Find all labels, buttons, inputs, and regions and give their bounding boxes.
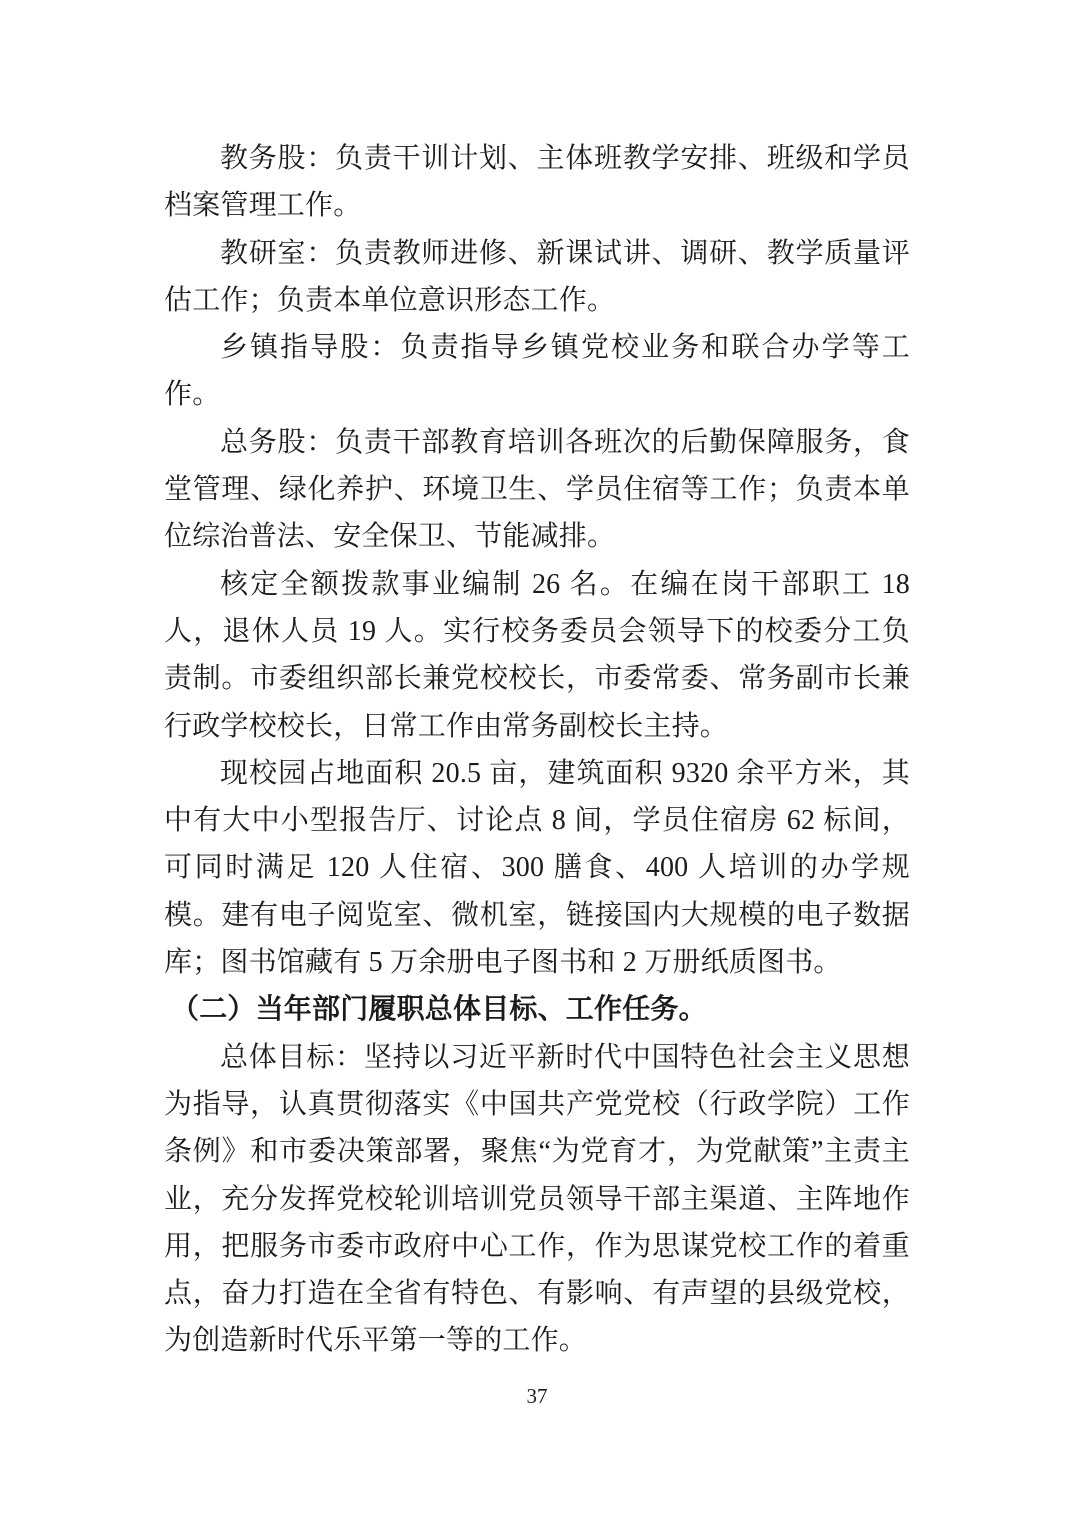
page-footer: [0, 1384, 1074, 1408]
page-number: 37: [526, 1384, 548, 1408]
document-body: [164, 135, 910, 1365]
paragraph-staffing: 核定全额拨款事业编制 26 名。在编在岗干部职工 18 人，退休人员 19 人。实行校务委员会领导下的校委分工负责制。市委组织部长兼党校校长，市委常委、常务副市长兼行政学校校长，日常工作由常务副校长主持。: [164, 568, 910, 742]
section-heading-goals: （二）当年部门履职总体目标、工作任务。: [171, 994, 707, 1026]
paragraph-jiaoyanshi: 教研室：负责教师进修、新课试讲、调研、教学质量评估工作；负责本单位意识形态工作。: [164, 237, 910, 316]
paragraph-zongwugu: 总务股：负责干部教育培训各班次的后勤保障服务，食堂管理、绿化养护、环境卫生、学员住宿等工作；负责本单位综治普法、安全保卫、节能减排。: [164, 426, 910, 553]
paragraph-campus-facilities: 现校园占地面积 20.5 亩，建筑面积 9320 余平方米，其中有大中小型报告厅、讨论点 8 间，学员住宿房 62 标间，可同时满足 120 人住宿、300 膳食、400 人培训的办学规模。建有电子阅览室、微机室，链接国内大规模的电子数据库；图书馆藏有 5 万余册电子图书和 2 万册纸质图书。: [164, 757, 910, 979]
paragraph-jiaowugu: 教务股：负责干训计划、主体班教学安排、班级和学员档案管理工作。: [164, 143, 910, 222]
paragraph-overall-goals: 总体目标：坚持以习近平新时代中国特色社会主义思想为指导，认真贯彻落实《中国共产党党校（行政学院）工作条例》和市委决策部署，聚焦“为党育才，为党献策”主责主业，充分发挥党校轮训培训党员领导干部主渠道、主阵地作用，把服务市委市政府中心工作，作为思谋党校工作的着重点，奋力打造在全省有特色、有影响、有声望的县级党校，为创造新时代乐平第一等的工作。: [164, 1041, 910, 1357]
paragraph-xiangzhen-zhidaogu: 乡镇指导股：负责指导乡镇党校业务和联合办学等工作。: [164, 332, 910, 411]
